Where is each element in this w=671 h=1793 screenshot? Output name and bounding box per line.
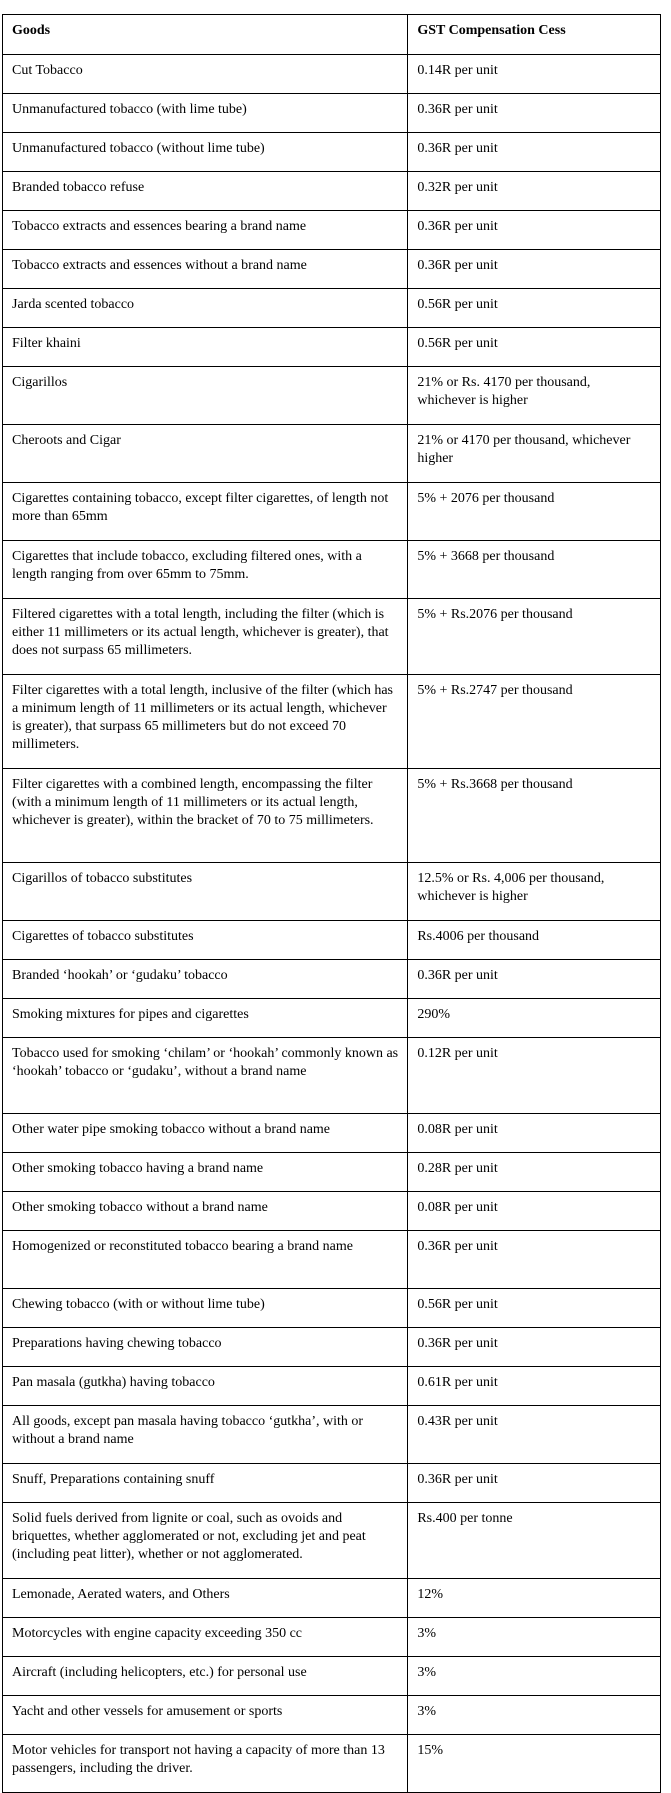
goods-cell: Pan masala (gutkha) having tobacco	[3, 1367, 408, 1406]
cess-cell: 0.36R per unit	[408, 960, 661, 999]
table-row	[3, 1114, 661, 1153]
goods-cell: Tobacco used for smoking ‘chilam’ or ‘hookah’ commonly known as ‘hookah’ tobacco or ‘gudaku’, without a brand name	[3, 1038, 408, 1114]
cess-cell: 290%	[408, 999, 661, 1038]
table-row	[3, 675, 661, 769]
goods-cell: Snuff, Preparations containing snuff	[3, 1464, 408, 1503]
table-row	[3, 1289, 661, 1328]
table-row	[3, 1464, 661, 1503]
cess-cell: 0.12R per unit	[408, 1038, 661, 1114]
table-row	[3, 599, 661, 675]
goods-cell: Cheroots and Cigar	[3, 425, 408, 483]
goods-cell: Other smoking tobacco without a brand name	[3, 1192, 408, 1231]
goods-cell: Chewing tobacco (with or without lime tube)	[3, 1289, 408, 1328]
goods-cell: Lemonade, Aerated waters, and Others	[3, 1579, 408, 1618]
cess-cell: 5% + Rs.3668 per thousand	[408, 769, 661, 863]
goods-cell: Homogenized or reconstituted tobacco bearing a brand name	[3, 1231, 408, 1289]
goods-cell: All goods, except pan masala having tobacco ‘gutkha’, with or without a brand name	[3, 1406, 408, 1464]
goods-cell: Preparations having chewing tobacco	[3, 1328, 408, 1367]
goods-cell: Motorcycles with engine capacity exceeding 350 cc	[3, 1618, 408, 1657]
cess-cell: 0.56R per unit	[408, 289, 661, 328]
goods-cell: Tobacco extracts and essences bearing a brand name	[3, 211, 408, 250]
goods-cell: Cigarillos of tobacco substitutes	[3, 863, 408, 921]
goods-cell: Cigarillos	[3, 367, 408, 425]
goods-cell: Branded ‘hookah’ or ‘gudaku’ tobacco	[3, 960, 408, 999]
table-row	[3, 133, 661, 172]
cess-cell: 3%	[408, 1657, 661, 1696]
cess-cell: 0.08R per unit	[408, 1114, 661, 1153]
cess-cell: Rs.400 per tonne	[408, 1503, 661, 1579]
table-row	[3, 250, 661, 289]
table-row	[3, 541, 661, 599]
goods-cell: Yacht and other vessels for amusement or sports	[3, 1696, 408, 1735]
table-row	[3, 863, 661, 921]
table-row	[3, 1735, 661, 1793]
table-row	[3, 1328, 661, 1367]
goods-cell: Unmanufactured tobacco (without lime tube)	[3, 133, 408, 172]
table-row	[3, 769, 661, 863]
table-row	[3, 1696, 661, 1735]
cess-cell: 0.61R per unit	[408, 1367, 661, 1406]
cess-cell: 0.36R per unit	[408, 1464, 661, 1503]
goods-cell: Tobacco extracts and essences without a brand name	[3, 250, 408, 289]
cess-cell: 3%	[408, 1618, 661, 1657]
table-row	[3, 94, 661, 133]
cess-cell: 21% or 4170 per thousand, whichever higher	[408, 425, 661, 483]
goods-cell: Filter cigarettes with a combined length, encompassing the filter (with a minimum length of 11 millimeters or its actual length, whichever is greater), within the bracket of 70 to 75 millimeters.	[3, 769, 408, 863]
table-row	[3, 1038, 661, 1114]
table-row	[3, 1192, 661, 1231]
cess-cell: 12%	[408, 1579, 661, 1618]
goods-cell: Cigarettes that include tobacco, excluding filtered ones, with a length ranging from over 65mm to 75mm.	[3, 541, 408, 599]
gst-cess-table	[2, 14, 661, 1793]
table-row	[3, 211, 661, 250]
goods-cell: Filter cigarettes with a total length, inclusive of the filter (which has a minimum length of 11 millimeters or its actual length, whichever is greater), that surpass 65 millimeters but do not exceed 70 millimeters.	[3, 675, 408, 769]
cess-cell: Rs.4006 per thousand	[408, 921, 661, 960]
cess-cell: 5% + Rs.2076 per thousand	[408, 599, 661, 675]
table-row	[3, 1367, 661, 1406]
goods-cell: Solid fuels derived from lignite or coal, such as ovoids and briquettes, whether agglomerated or not, excluding jet and peat (including peat litter), whether or not agglomerated.	[3, 1503, 408, 1579]
table-row	[3, 921, 661, 960]
goods-cell: Motor vehicles for transport not having a capacity of more than 13 passengers, including the driver.	[3, 1735, 408, 1793]
cess-cell: 0.36R per unit	[408, 250, 661, 289]
goods-cell: Smoking mixtures for pipes and cigarettes	[3, 999, 408, 1038]
goods-cell: Cigarettes containing tobacco, except filter cigarettes, of length not more than 65mm	[3, 483, 408, 541]
goods-cell: Other smoking tobacco having a brand name	[3, 1153, 408, 1192]
cess-cell: 12.5% or Rs. 4,006 per thousand, whichever is higher	[408, 863, 661, 921]
cess-cell: 0.36R per unit	[408, 94, 661, 133]
table-row	[3, 1618, 661, 1657]
table-row	[3, 425, 661, 483]
goods-column-header: Goods	[3, 15, 408, 55]
goods-cell: Cigarettes of tobacco substitutes	[3, 921, 408, 960]
cess-cell: 0.28R per unit	[408, 1153, 661, 1192]
table-row	[3, 1406, 661, 1464]
goods-cell: Cut Tobacco	[3, 55, 408, 94]
cess-cell: 0.43R per unit	[408, 1406, 661, 1464]
table-row	[3, 1231, 661, 1289]
table-row	[3, 1579, 661, 1618]
cess-cell: 15%	[408, 1735, 661, 1793]
goods-cell: Filtered cigarettes with a total length, including the filter (which is either 11 millimeters or its actual length, whichever is greater), that does not surpass 65 millimeters.	[3, 599, 408, 675]
cess-cell: 5% + Rs.2747 per thousand	[408, 675, 661, 769]
table-row	[3, 1503, 661, 1579]
table-row	[3, 55, 661, 94]
cess-cell: 0.36R per unit	[408, 1231, 661, 1289]
header-row	[3, 15, 661, 55]
goods-cell: Unmanufactured tobacco (with lime tube)	[3, 94, 408, 133]
cess-cell: 0.36R per unit	[408, 1328, 661, 1367]
goods-cell: Jarda scented tobacco	[3, 289, 408, 328]
goods-cell: Other water pipe smoking tobacco without a brand name	[3, 1114, 408, 1153]
cess-cell: 0.56R per unit	[408, 1289, 661, 1328]
table-row	[3, 172, 661, 211]
goods-cell: Branded tobacco refuse	[3, 172, 408, 211]
table-row	[3, 289, 661, 328]
cess-cell: 0.56R per unit	[408, 328, 661, 367]
table-row	[3, 960, 661, 999]
goods-cell: Filter khaini	[3, 328, 408, 367]
table-row	[3, 999, 661, 1038]
table-row	[3, 1153, 661, 1192]
table-row	[3, 328, 661, 367]
cess-cell: 5% + 3668 per thousand	[408, 541, 661, 599]
cess-cell: 0.08R per unit	[408, 1192, 661, 1231]
cess-cell: 5% + 2076 per thousand	[408, 483, 661, 541]
table-row	[3, 1657, 661, 1696]
cess-cell: 21% or Rs. 4170 per thousand, whichever is higher	[408, 367, 661, 425]
cess-cell: 0.14R per unit	[408, 55, 661, 94]
cess-cell: 0.36R per unit	[408, 211, 661, 250]
cess-cell: 0.36R per unit	[408, 133, 661, 172]
cess-cell: 0.32R per unit	[408, 172, 661, 211]
goods-cell: Aircraft (including helicopters, etc.) for personal use	[3, 1657, 408, 1696]
table-row	[3, 367, 661, 425]
cess-cell: 3%	[408, 1696, 661, 1735]
cess-column-header: GST Compensation Cess	[408, 15, 661, 55]
table-row	[3, 483, 661, 541]
